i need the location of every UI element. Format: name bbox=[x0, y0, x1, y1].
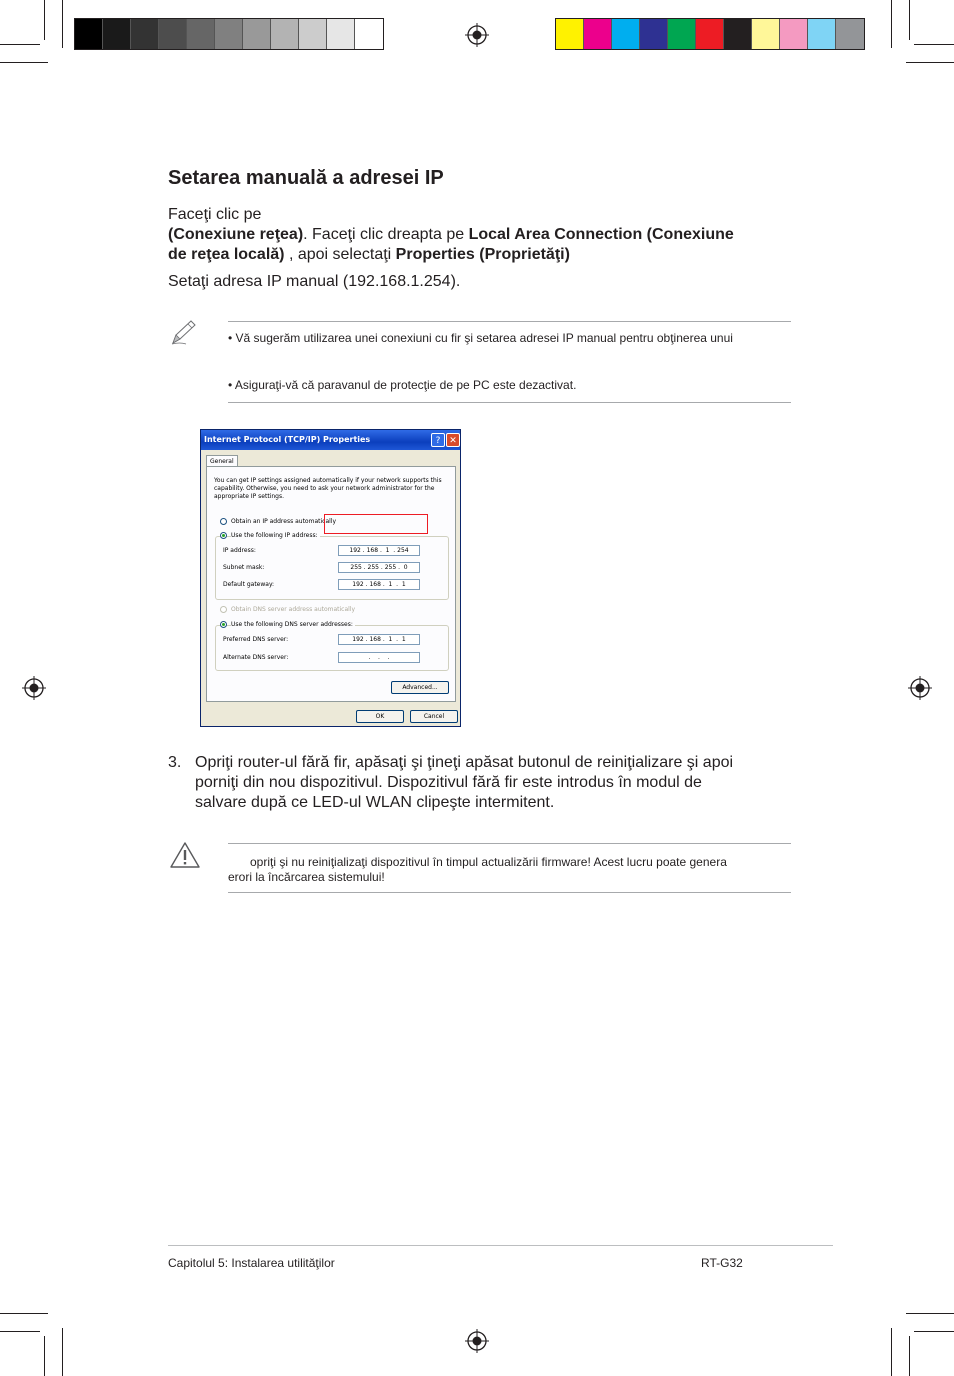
cmyk-color-bar bbox=[555, 18, 865, 50]
color-swatch bbox=[584, 19, 612, 49]
instruction-line: de reţea locală) , apoi selectaţi Properties (Proprietăţi) bbox=[168, 246, 570, 263]
obtain-dns-auto-radio[interactable] bbox=[220, 606, 227, 613]
preferred-dns-label: Preferred DNS server: bbox=[223, 636, 289, 643]
warning-line: opriţi şi nu reiniţializaţi dispozitivul în timpul actualizării firmware! Acest lucru poate genera bbox=[250, 855, 727, 869]
alternate-dns-label: Alternate DNS server: bbox=[223, 654, 289, 661]
pencil-note-icon bbox=[170, 318, 198, 346]
instruction-paragraph bbox=[168, 205, 778, 265]
dns-group bbox=[215, 625, 449, 671]
alternate-dns-field[interactable]: . . . bbox=[338, 652, 420, 663]
obtain-ip-auto-label: Obtain an IP address automatically bbox=[231, 518, 337, 525]
color-swatch bbox=[696, 19, 724, 49]
color-swatch bbox=[75, 19, 103, 49]
color-swatch bbox=[243, 19, 271, 49]
step-line: salvare după ce LED-ul WLAN clipeşte intermitent. bbox=[195, 794, 555, 811]
ip-address-label: IP address: bbox=[223, 547, 256, 554]
dialog-intro-text: You can get IP settings assigned automatically if your network supports this capability. Otherwise, you need to ask your network administrator for the appropriate IP settings. bbox=[214, 477, 442, 500]
advanced-button[interactable]: Advanced... bbox=[391, 681, 449, 694]
grayscale-color-bar bbox=[74, 18, 384, 50]
subnet-mask-label: Subnet mask: bbox=[223, 564, 265, 571]
note-top-rule bbox=[228, 321, 791, 322]
registration-mark-icon bbox=[908, 676, 932, 700]
color-swatch bbox=[215, 19, 243, 49]
color-swatch bbox=[327, 19, 355, 49]
section-title: Setarea manuală a adresei IP bbox=[168, 167, 444, 189]
general-panel bbox=[206, 466, 456, 702]
color-swatch bbox=[187, 19, 215, 49]
instruction-line: Faceţi clic pe bbox=[168, 206, 262, 223]
instruction-ip: Setaţi adresa IP manual (192.168.1.254). bbox=[168, 273, 461, 290]
color-swatch bbox=[724, 19, 752, 49]
footer-rule bbox=[168, 1245, 833, 1246]
color-swatch bbox=[103, 19, 131, 49]
color-swatch bbox=[668, 19, 696, 49]
step-3-text bbox=[195, 753, 795, 813]
color-swatch bbox=[640, 19, 668, 49]
instruction-line: (Conexiune reţea). Faceţi clic dreapta pe Local Area Connection (Conexiune bbox=[168, 226, 734, 243]
registration-mark-icon bbox=[465, 1329, 489, 1353]
ok-button[interactable]: OK bbox=[356, 710, 404, 723]
use-following-ip-label: Use the following IP address: bbox=[231, 532, 318, 539]
note-bullet: • Vă sugerăm utilizarea unei conexiuni cu fir şi setarea adresei IP manual pentru obţinerea unui bbox=[228, 331, 733, 345]
step-line: porniţi din nou dispozitivul. Dispozitivul fără fir este introdus în modul de bbox=[195, 774, 702, 791]
warning-bottom-rule bbox=[228, 892, 791, 893]
color-swatch bbox=[556, 19, 584, 49]
dialog-title-bar: Internet Protocol (TCP/IP) Properties bbox=[201, 430, 460, 450]
color-swatch bbox=[299, 19, 327, 49]
use-following-dns-radio[interactable] bbox=[220, 621, 227, 628]
footer-chapter: Capitolul 5: Instalarea utilităţilor bbox=[168, 1256, 335, 1270]
color-swatch bbox=[271, 19, 299, 49]
color-swatch bbox=[355, 19, 383, 49]
color-swatch bbox=[159, 19, 187, 49]
default-gateway-field[interactable]: 192 . 168 . 1 . 1 bbox=[338, 579, 420, 590]
cancel-button[interactable]: Cancel bbox=[410, 710, 458, 723]
warning-top-rule bbox=[228, 843, 791, 844]
close-button[interactable]: ✕ bbox=[446, 433, 460, 447]
color-swatch bbox=[752, 19, 780, 49]
note-bottom-rule bbox=[228, 402, 791, 403]
note-bullet: • Asiguraţi-vă că paravanul de protecţie de pe PC este dezactivat. bbox=[228, 378, 577, 392]
use-following-dns-label: Use the following DNS server addresses: bbox=[231, 621, 353, 628]
help-button[interactable]: ? bbox=[431, 433, 445, 447]
step-line: Opriţi router-ul fără fir, apăsaţi şi ţineţi apăsat butonul de reiniţializare şi apoi bbox=[195, 754, 734, 771]
ip-address-field[interactable]: 192 . 168 . 1 . 254 bbox=[338, 545, 420, 556]
warning-triangle-icon bbox=[169, 841, 201, 869]
obtain-ip-auto-radio[interactable] bbox=[220, 518, 227, 525]
color-swatch bbox=[780, 19, 808, 49]
tcpip-properties-dialog bbox=[200, 429, 461, 727]
registration-mark-icon bbox=[465, 23, 489, 47]
obtain-dns-auto-label: Obtain DNS server address automatically bbox=[231, 606, 356, 613]
color-swatch bbox=[131, 19, 159, 49]
use-following-ip-radio[interactable] bbox=[220, 532, 227, 539]
highlight-box bbox=[324, 514, 428, 534]
preferred-dns-field[interactable]: 192 . 168 . 1 . 1 bbox=[338, 634, 420, 645]
registration-mark-icon bbox=[22, 676, 46, 700]
warning-line: erori la încărcarea sistemului! bbox=[228, 870, 385, 884]
footer-model: RT-G32 bbox=[701, 1256, 743, 1270]
color-swatch bbox=[808, 19, 836, 49]
subnet-mask-field[interactable]: 255 . 255 . 255 . 0 bbox=[338, 562, 420, 573]
color-swatch bbox=[612, 19, 640, 49]
default-gateway-label: Default gateway: bbox=[223, 581, 275, 588]
tab-general[interactable]: General bbox=[206, 455, 238, 467]
step-number: 3. bbox=[168, 754, 182, 771]
color-swatch bbox=[836, 19, 864, 49]
